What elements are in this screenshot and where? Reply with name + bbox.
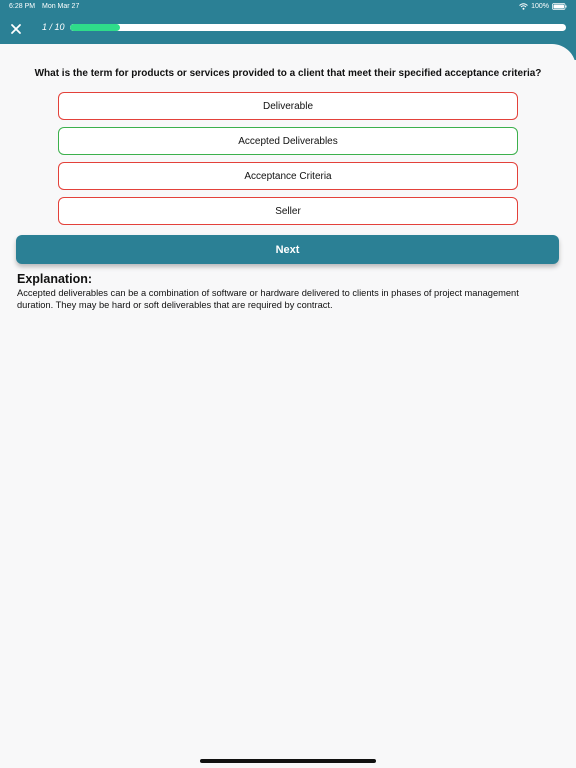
answer-option-acceptance-criteria[interactable]: Acceptance Criteria [58, 162, 518, 190]
battery-icon [552, 3, 567, 10]
question-text: What is the term for products or services provided to a client that meet their specified acceptance criteria? [34, 68, 542, 79]
answer-option-deliverable[interactable]: Deliverable [58, 92, 518, 120]
status-time: 6:28 PM [9, 3, 36, 10]
status-date: Mon Mar 27 [42, 3, 80, 10]
answer-option-accepted-deliverables[interactable]: Accepted Deliverables [58, 127, 518, 155]
next-button[interactable]: Next [16, 235, 559, 264]
close-button[interactable] [8, 21, 24, 37]
status-right [519, 3, 567, 10]
explanation-text: Accepted deliverables can be a combination of software or hardware delivered to clients in phases of project management duration. They may be hard or soft deliverables that are required by contract. [17, 288, 519, 310]
status-bar [0, 0, 576, 14]
progress-counter: 1 / 10 [42, 22, 65, 32]
answer-option-seller[interactable]: Seller [58, 197, 518, 225]
progress-bar-fill [70, 24, 120, 31]
explanation-title: Explanation: [17, 272, 93, 286]
wifi-icon [519, 3, 528, 10]
battery-percent: 100% [531, 3, 549, 10]
progress-bar [70, 24, 566, 31]
home-indicator[interactable] [200, 759, 376, 763]
close-icon [8, 21, 24, 37]
